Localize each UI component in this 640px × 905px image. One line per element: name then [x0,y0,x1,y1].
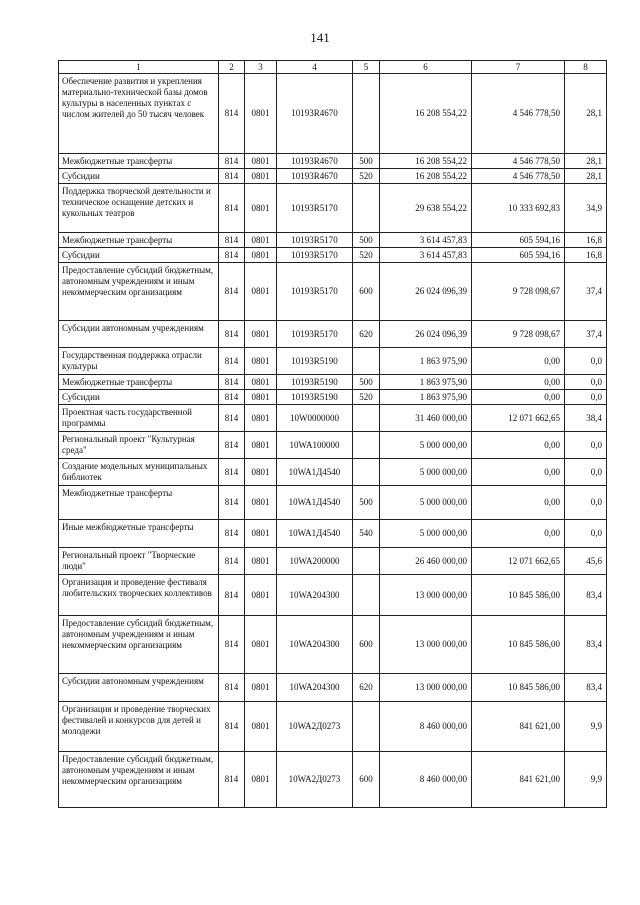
row-vr: 520 [353,248,380,263]
row-name: Предоставление субсидий бюджетным, автономным учреждениям и иным некоммерческим организациям [59,752,219,808]
col-header-2: 2 [219,61,245,74]
row-plan: 29 638 554,22 [380,184,472,233]
table-row [59,459,607,486]
row-csr: 10WA1Д4540 [277,486,353,520]
col-header-6: 6 [380,61,472,74]
row-section: 0801 [245,520,277,548]
row-pct: 16,8 [565,248,607,263]
row-section: 0801 [245,321,277,348]
row-section: 0801 [245,390,277,405]
row-vr [353,459,380,486]
row-exec: 9 728 098,67 [472,321,565,348]
row-vr: 520 [353,169,380,184]
row-name: Организация и проведение фестиваля любительских творческих коллективов [59,575,219,616]
table-row [59,248,607,263]
row-section: 0801 [245,752,277,808]
row-grbs: 814 [219,390,245,405]
row-plan: 13 000 000,00 [380,575,472,616]
row-grbs: 814 [219,520,245,548]
row-plan: 26 460 000,00 [380,548,472,575]
row-vr: 500 [353,375,380,390]
table-row [59,702,607,752]
row-plan: 3 614 457,83 [380,248,472,263]
row-section: 0801 [245,263,277,321]
row-exec: 0,00 [472,348,565,375]
row-exec: 10 333 692,83 [472,184,565,233]
row-plan: 5 000 000,00 [380,520,472,548]
row-grbs: 814 [219,184,245,233]
table-row [59,390,607,405]
row-csr: 10WA1Д4540 [277,459,353,486]
row-csr: 10WA204300 [277,674,353,702]
col-header-3: 3 [245,61,277,74]
row-exec: 0,00 [472,375,565,390]
row-name: Субсидии [59,248,219,263]
row-vr [353,405,380,432]
row-grbs: 814 [219,321,245,348]
row-pct: 83,4 [565,674,607,702]
row-pct: 0,0 [565,348,607,375]
row-exec: 0,00 [472,520,565,548]
row-csr: 10193R5190 [277,390,353,405]
table-row [59,375,607,390]
budget-table [58,60,607,808]
row-plan: 8 460 000,00 [380,752,472,808]
table-row [59,486,607,520]
row-exec: 0,00 [472,432,565,459]
row-grbs: 814 [219,548,245,575]
row-csr: 10193R5190 [277,348,353,375]
row-vr: 620 [353,674,380,702]
row-grbs: 814 [219,405,245,432]
row-grbs: 814 [219,702,245,752]
row-section: 0801 [245,233,277,248]
table-row [59,616,607,674]
row-vr: 500 [353,233,380,248]
row-vr: 540 [353,520,380,548]
table-row [59,154,607,169]
row-name: Поддержка творческой деятельности и техническое оснащение детских и кукольных театров [59,184,219,233]
row-exec: 4 546 778,50 [472,154,565,169]
table-row [59,184,607,233]
row-pct: 28,1 [565,74,607,154]
row-name: Региональный проект "Творческие люди" [59,548,219,575]
row-section: 0801 [245,169,277,184]
row-csr: 10WA204300 [277,616,353,674]
row-pct: 37,4 [565,263,607,321]
row-name: Субсидии [59,390,219,405]
row-grbs: 814 [219,432,245,459]
row-grbs: 814 [219,233,245,248]
row-pct: 0,0 [565,375,607,390]
row-csr: 10193R5170 [277,321,353,348]
row-section: 0801 [245,486,277,520]
row-csr: 10193R5170 [277,263,353,321]
table-row [59,348,607,375]
row-csr: 10193R5170 [277,233,353,248]
row-pct: 0,0 [565,459,607,486]
row-pct: 9,9 [565,702,607,752]
row-plan: 8 460 000,00 [380,702,472,752]
row-plan: 16 208 554,22 [380,169,472,184]
table-row [59,432,607,459]
row-grbs: 814 [219,263,245,321]
col-header-8: 8 [565,61,607,74]
row-grbs: 814 [219,169,245,184]
row-vr [353,432,380,459]
table-row [59,405,607,432]
row-csr: 10193R5170 [277,184,353,233]
table-row [59,321,607,348]
row-pct: 34,9 [565,184,607,233]
row-csr: 10W0000000 [277,405,353,432]
row-plan: 3 614 457,83 [380,233,472,248]
row-pct: 28,1 [565,169,607,184]
row-grbs: 814 [219,752,245,808]
row-pct: 37,4 [565,321,607,348]
row-exec: 12 071 662,65 [472,548,565,575]
row-grbs: 814 [219,74,245,154]
row-name: Предоставление субсидий бюджетным, автономным учреждениям и иным некоммерческим организациям [59,616,219,674]
row-vr: 620 [353,321,380,348]
row-section: 0801 [245,702,277,752]
row-exec: 605 594,16 [472,233,565,248]
row-name: Государственная поддержка отрасли культуры [59,348,219,375]
row-pct: 28,1 [565,154,607,169]
row-plan: 26 024 096,39 [380,321,472,348]
table-row [59,520,607,548]
table-row [59,74,607,154]
row-csr: 10193R5170 [277,248,353,263]
table-body [59,74,607,808]
row-name: Иные межбюджетные трансферты [59,520,219,548]
row-name: Создание модельных муниципальных библиотек [59,459,219,486]
row-pct: 45,6 [565,548,607,575]
table-row [59,263,607,321]
row-section: 0801 [245,74,277,154]
row-csr: 10193R4670 [277,169,353,184]
row-vr: 600 [353,752,380,808]
row-grbs: 814 [219,154,245,169]
row-grbs: 814 [219,348,245,375]
table-row [59,169,607,184]
row-csr: 10193R4670 [277,154,353,169]
row-vr [353,548,380,575]
row-section: 0801 [245,575,277,616]
row-plan: 5 000 000,00 [380,459,472,486]
row-exec: 4 546 778,50 [472,74,565,154]
table-row [59,548,607,575]
row-pct: 38,4 [565,405,607,432]
col-header-7: 7 [472,61,565,74]
row-section: 0801 [245,184,277,233]
row-section: 0801 [245,405,277,432]
row-pct: 0,0 [565,432,607,459]
row-csr: 10WA2Д0273 [277,702,353,752]
row-plan: 16 208 554,22 [380,74,472,154]
row-section: 0801 [245,154,277,169]
row-pct: 83,4 [565,616,607,674]
row-csr: 10WA1Д4540 [277,520,353,548]
row-grbs: 814 [219,459,245,486]
row-exec: 605 594,16 [472,248,565,263]
row-pct: 9,9 [565,752,607,808]
table-row [59,674,607,702]
row-name: Организация и проведение творческих фестивалей и конкурсов для детей и молодежи [59,702,219,752]
row-name: Межбюджетные трансферты [59,375,219,390]
row-grbs: 814 [219,375,245,390]
row-exec: 841 621,00 [472,702,565,752]
row-vr [353,74,380,154]
row-section: 0801 [245,674,277,702]
row-pct: 0,0 [565,520,607,548]
row-grbs: 814 [219,575,245,616]
row-exec: 0,00 [472,459,565,486]
page-number: 141 [310,30,330,45]
row-vr: 600 [353,616,380,674]
row-name: Межбюджетные трансферты [59,486,219,520]
header-row [59,61,607,74]
row-plan: 31 460 000,00 [380,405,472,432]
row-section: 0801 [245,616,277,674]
table-row [59,575,607,616]
row-vr [353,702,380,752]
row-csr: 10193R5190 [277,375,353,390]
row-plan: 13 000 000,00 [380,616,472,674]
row-exec: 9 728 098,67 [472,263,565,321]
col-header-1: 1 [59,61,219,74]
row-name: Межбюджетные трансферты [59,154,219,169]
row-csr: 10WA200000 [277,548,353,575]
row-plan: 16 208 554,22 [380,154,472,169]
row-name: Проектная часть государственной программы [59,405,219,432]
row-exec: 10 845 586,00 [472,616,565,674]
row-section: 0801 [245,348,277,375]
row-section: 0801 [245,432,277,459]
row-exec: 10 845 586,00 [472,575,565,616]
row-exec: 841 621,00 [472,752,565,808]
row-vr [353,184,380,233]
row-name: Региональный проект "Культурная среда" [59,432,219,459]
col-header-5: 5 [353,61,380,74]
row-pct: 0,0 [565,486,607,520]
row-grbs: 814 [219,248,245,263]
row-plan: 5 000 000,00 [380,486,472,520]
row-pct: 0,0 [565,390,607,405]
row-vr [353,575,380,616]
row-csr: 10WA2Д0273 [277,752,353,808]
table-row [59,233,607,248]
row-plan: 26 024 096,39 [380,263,472,321]
row-plan: 1 863 975,90 [380,375,472,390]
row-vr: 500 [353,154,380,169]
row-vr [353,348,380,375]
row-name: Субсидии автономным учреждениям [59,674,219,702]
row-csr: 10WA204300 [277,575,353,616]
row-grbs: 814 [219,486,245,520]
row-exec: 0,00 [472,486,565,520]
row-exec: 12 071 662,65 [472,405,565,432]
row-section: 0801 [245,248,277,263]
row-name: Субсидии автономным учреждениям [59,321,219,348]
row-csr: 10WA100000 [277,432,353,459]
row-vr: 520 [353,390,380,405]
row-name: Субсидии [59,169,219,184]
row-name: Предоставление субсидий бюджетным, автономным учреждениям и иным некоммерческим организациям [59,263,219,321]
row-csr: 10193R4670 [277,74,353,154]
row-section: 0801 [245,459,277,486]
row-vr: 600 [353,263,380,321]
row-plan: 1 863 975,90 [380,348,472,375]
row-pct: 16,8 [565,233,607,248]
row-grbs: 814 [219,674,245,702]
row-section: 0801 [245,548,277,575]
row-vr: 500 [353,486,380,520]
row-exec: 4 546 778,50 [472,169,565,184]
row-exec: 10 845 586,00 [472,674,565,702]
row-plan: 13 000 000,00 [380,674,472,702]
table-row [59,752,607,808]
row-grbs: 814 [219,616,245,674]
col-header-4: 4 [277,61,353,74]
row-exec: 0,00 [472,390,565,405]
row-section: 0801 [245,375,277,390]
row-plan: 1 863 975,90 [380,390,472,405]
row-pct: 83,4 [565,575,607,616]
row-name: Обеспечение развития и укрепления материально-технической базы домов культуры в населенных пунктах с числом жителей до 50 тысяч человек [59,74,219,154]
row-plan: 5 000 000,00 [380,432,472,459]
row-name: Межбюджетные трансферты [59,233,219,248]
